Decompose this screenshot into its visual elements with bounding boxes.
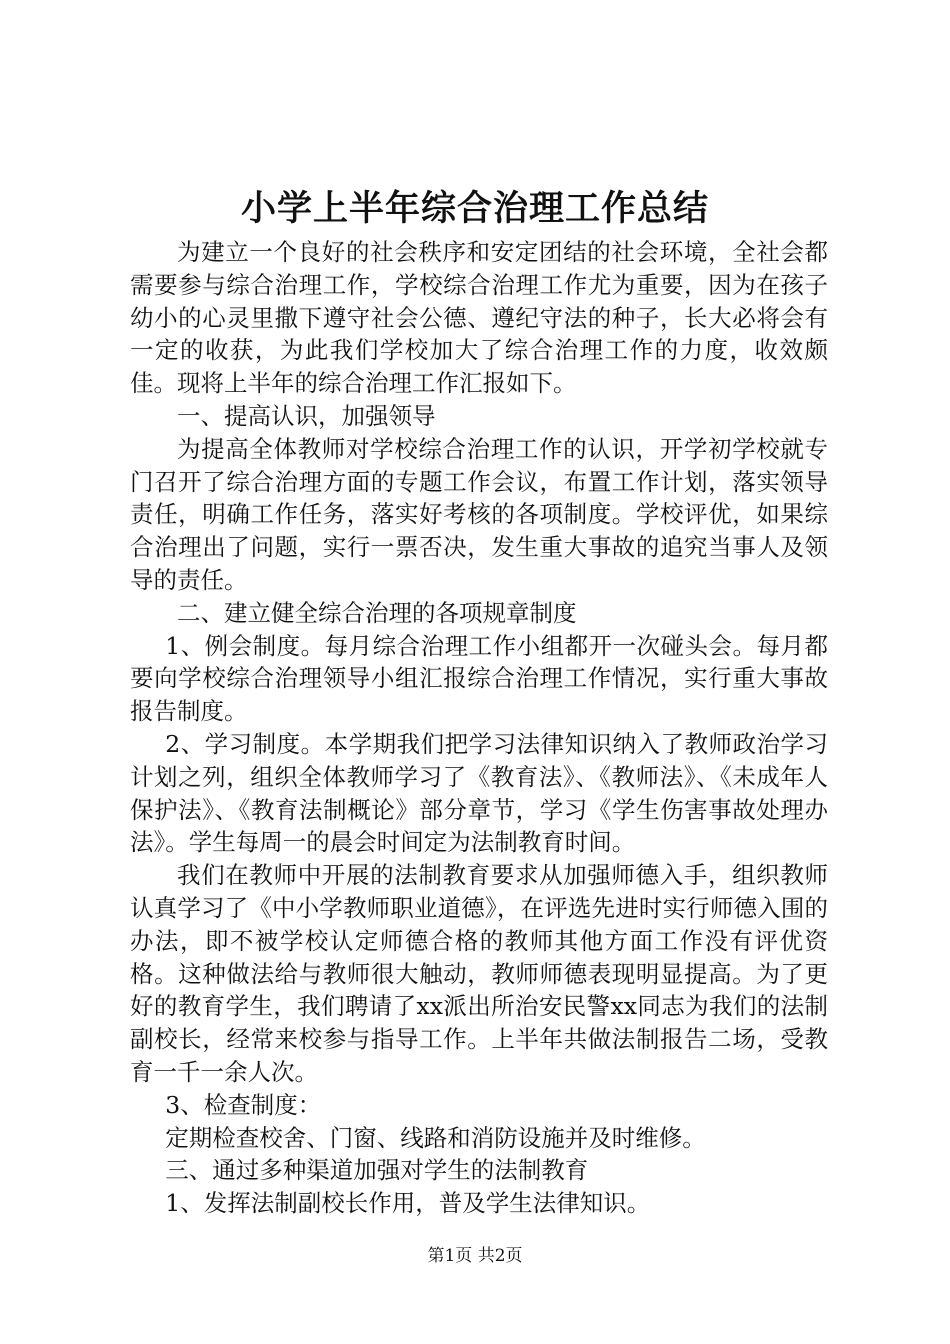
document-title: 小学上半年综合治理工作总结 xyxy=(240,188,709,229)
page-footer: 第1页 共2页 xyxy=(427,1246,523,1266)
section-1-paragraph: 为提高全体教师对学校综合治理工作的认识，开学初学校就专门召开了综合治理方面的专题工作会议，布置工作计划，落实领导责任，明确工作任务，落实好考核的各项制度。学校评优，如果综合治理出了问题，实行一票否决，发生重大事故的追究当事人及领导的责任。 xyxy=(130,434,828,594)
intro-paragraph: 为建立一个良好的社会秩序和安定团结的社会环境，全社会都需要参与综合治理工作，学校综合治理工作尤为重要，因为在孩子幼小的心灵里撒下遵守社会公德、遵纪守法的种子，长大必将会有一定的收获，为此我们学校加大了综合治理工作的力度，收效颇佳。现将上半年的综合治理工作汇报如下。 xyxy=(130,238,828,398)
item-meeting-system: 1、例会制度。每月综合治理工作小组都开一次碰头会。每月都要向学校综合治理领导小组汇报综合治理工作情况，实行重大事故报告制度。 xyxy=(130,631,828,726)
item-inspection-system: 3、检查制度： xyxy=(165,1090,322,1119)
section-heading-2: 二、建立健全综合治理的各项规章制度 xyxy=(177,598,577,627)
section-heading-3: 三、通过多种渠道加强对学生的法制教育 xyxy=(165,1156,589,1185)
inspection-detail: 定期检查校舍、门窗、线路和消防设施并及时维修。 xyxy=(165,1123,706,1152)
item-study-system: 2、学习制度。本学期我们把学习法律知识纳入了教师政治学习计划之列，组织全体教师学习了《教育法》、《教师法》、《未成年人保护法》、《教育法制概论》部分章节，学习《学生伤害事故处理办法》。学生每周一的晨会时间定为法制教育时间。 xyxy=(130,729,828,857)
teacher-education-paragraph: 我们在教师中开展的法制教育要求从加强师德入手，组织教师认真学习了《中小学教师职业道德》，在评选先进时实行师德入围的办法，即不被学校认定师德合格的教师其他方面工作没有评优资格。这种做法给与教师很大触动，教师师德表现明显提高。为了更好的教育学生，我们聘请了xx派出所治安民警xx同志为我们的法制副校长，经常来校参与指导工作。上半年共做法制报告二场，受教育一千一余人次。 xyxy=(130,861,828,1086)
document-body xyxy=(130,236,828,1220)
section-heading-1: 一、提高认识，加强领导 xyxy=(177,401,436,430)
item-vice-principal: 1、发挥法制副校长作用，普及学生法律知识。 xyxy=(165,1189,651,1218)
